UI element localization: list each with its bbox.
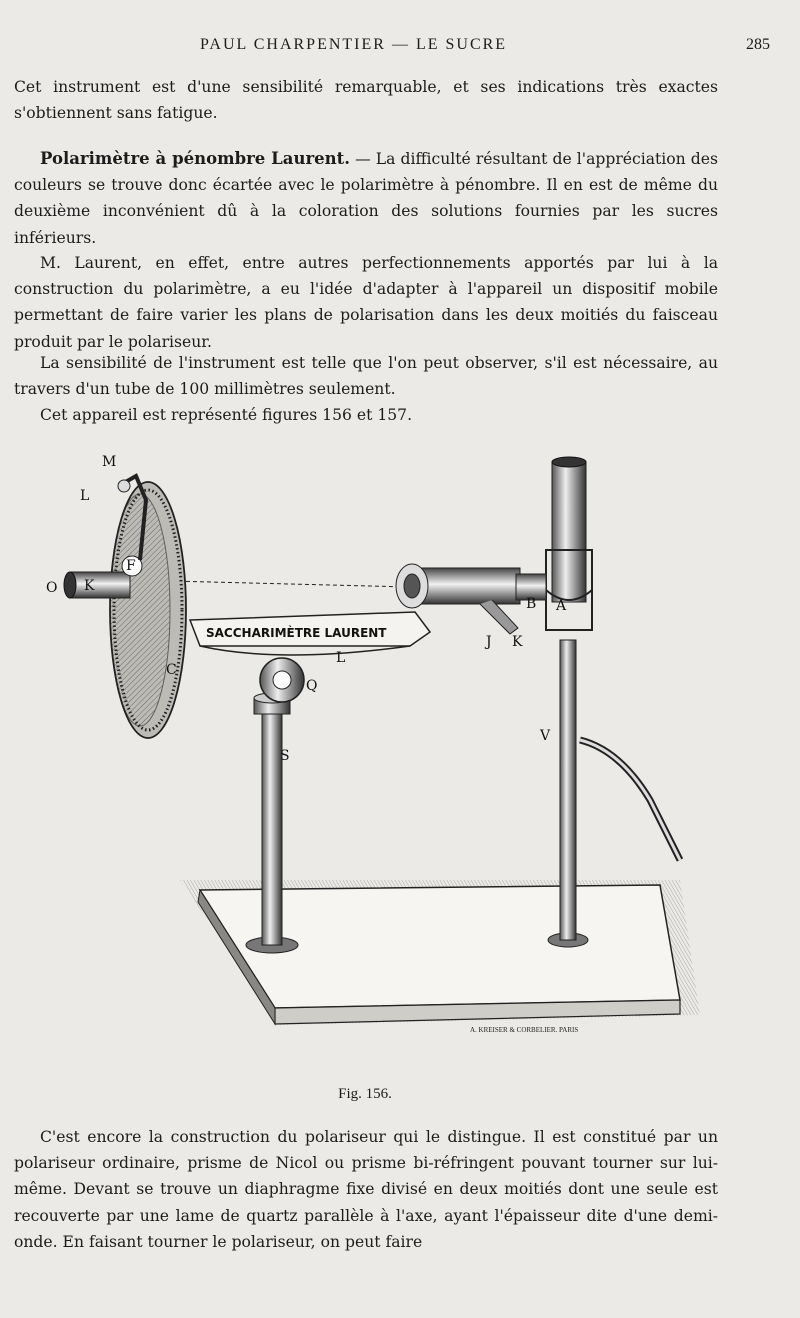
polariser-tube: [70, 572, 130, 598]
paragraph-5: Cet appareil est représenté figures 156 et 157.: [40, 406, 413, 424]
right-column: [560, 640, 576, 940]
letter-B: B: [526, 596, 537, 612]
eyepiece-tube: [552, 462, 586, 602]
engraver-signature: A. KREISER & CORBELIER. PARIS: [470, 1026, 579, 1034]
letter-L2: L: [336, 650, 346, 666]
letter-F: F: [126, 558, 136, 574]
figure-156-engraving: [40, 440, 740, 1100]
letter-M: M: [102, 454, 117, 470]
paragraph-2: [14, 146, 718, 251]
left-column: [262, 710, 282, 945]
running-head: [0, 36, 800, 60]
letter-V: V: [540, 728, 551, 744]
letter-Q: Q: [306, 678, 318, 694]
figure-caption: Fig. 156.: [338, 1086, 392, 1102]
letter-J: J: [486, 634, 492, 650]
letter-C: C: [166, 662, 177, 678]
paragraph-4: La sensibilité de l'instrument est telle que l'on peut observer, s'il est nécessaire, au travers d'un tube de 100 millimètres seulement.: [14, 354, 718, 399]
section-heading: Polarimètre à pénombre Laurent.: [40, 149, 351, 168]
paragraph-6: C'est encore la construction du polariseur qui le distingue. Il est constitué par un polariseur ordinaire, prisme de Nicol ou prisme bi-réfringent pouvant tourner sur lui-même. Devant se trouve un diaphragme fixe divisé en deux moitiés dont une seule est recouverte par une lame de quartz parallèle à l'axe, ayant l'épaisseur dite d'une demi-onde. En faisant tourner le polariseur, on peut faire: [14, 1128, 718, 1251]
page-number: 285: [746, 36, 770, 53]
letter-K2: K: [512, 634, 523, 650]
running-title: PAUL CHARPENTIER — LE SUCRE: [200, 36, 508, 53]
paragraph-1: Cet instrument est d'une sensibilité remarquable, et ses indications très exactes s'obtiennent sans fatigue.: [14, 78, 718, 123]
paragraph-2-text: — La difficulté résultant de l'appréciation des couleurs se trouve donc écartée avec le polarimètre à pénombre. Il en est de même du deuxième inconvénient dû à la coloration des solutions fournies par les sucres inférieurs.: [14, 150, 719, 247]
letter-K: K: [84, 578, 95, 594]
letter-A: A: [556, 598, 567, 614]
letter-O: O: [46, 580, 58, 596]
letter-S: S: [280, 748, 290, 764]
plate-label: SACCHARIMÈTRE LAURENT: [206, 626, 387, 640]
letter-L: L: [80, 488, 90, 504]
lamp-arm: [580, 740, 680, 860]
paragraph-3: M. Laurent, en effet, entre autres perfectionnements apportés par lui à la construction du polarimètre, a eu l'idée d'adapter à l'appareil un dispositif mobile permettant de faire varier les plans de polarisation dans les deux moitiés du faisceau produit par le polariseur.: [14, 254, 718, 351]
